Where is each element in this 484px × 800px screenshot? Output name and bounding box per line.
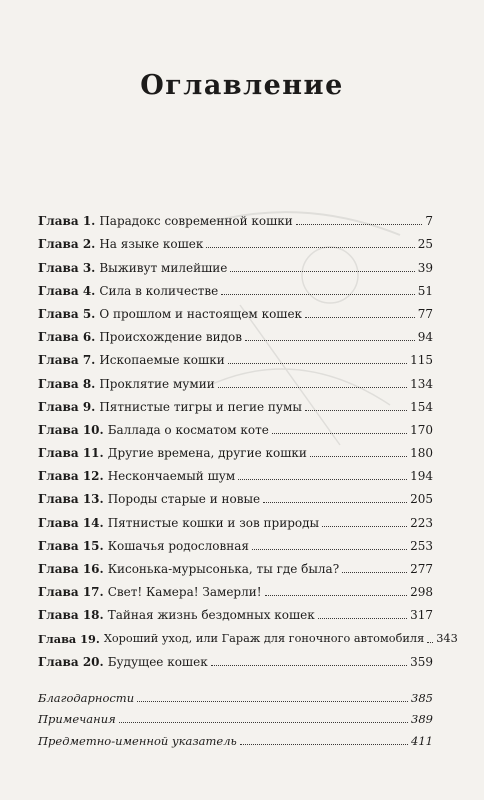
chapter-number: Глава 20.	[38, 654, 104, 669]
leader-dots	[230, 271, 414, 272]
toc-entry-18[interactable]	[38, 599, 433, 622]
page-number: 205	[410, 492, 433, 507]
chapter-title: Ископаемые кошки	[99, 353, 225, 368]
page-number: 134	[410, 376, 433, 391]
chapter-number: Глава 15.	[38, 538, 104, 553]
chapter-title: Баллада о косматом коте	[107, 422, 269, 437]
chapter-number: Глава 19.	[38, 631, 100, 646]
page-number: 411	[411, 733, 433, 748]
toc-entry-14[interactable]	[38, 506, 433, 529]
toc-entry-13[interactable]	[38, 483, 433, 506]
chapter-title: На языке кошек	[99, 237, 204, 252]
leader-dots	[342, 572, 407, 573]
chapter-title: Нескончаемый шум	[107, 469, 236, 484]
chapter-title: Свет! Камера! Замерли!	[107, 585, 262, 600]
toc-entry-6[interactable]	[38, 321, 433, 344]
leader-dots	[296, 224, 423, 225]
page-number: 180	[410, 446, 433, 461]
page-number: 170	[410, 422, 433, 437]
page-number: 223	[410, 515, 433, 530]
chapter-title: Происхождение видов	[99, 330, 242, 345]
page-number: 298	[410, 585, 433, 600]
toc-entry-7[interactable]	[38, 344, 433, 367]
toc-entry-2[interactable]	[38, 228, 433, 251]
page-number: 389	[411, 712, 433, 726]
chapter-number: Глава 4.	[38, 283, 96, 298]
chapter-title: Пятнистые тигры и пегие пумы	[99, 399, 302, 414]
leader-dots	[310, 456, 407, 457]
chapter-title: Кошачья родословная	[107, 538, 249, 553]
toc-entry-notes[interactable]	[38, 705, 433, 727]
leader-dots	[206, 247, 414, 248]
chapter-number: Глава 14.	[38, 515, 104, 530]
leader-dots	[218, 387, 407, 388]
chapter-number: Глава 18.	[38, 608, 104, 623]
leader-dots	[272, 433, 407, 434]
page-number: 51	[417, 283, 433, 298]
leader-dots	[265, 595, 408, 596]
page-number: 253	[410, 538, 433, 553]
chapter-number: Глава 6.	[38, 330, 96, 345]
leader-dots	[221, 294, 414, 295]
chapter-number: Глава 10.	[38, 422, 104, 437]
chapter-number: Глава 8.	[38, 376, 96, 391]
leader-dots	[245, 340, 415, 341]
chapter-title: Сила в количестве	[99, 283, 219, 298]
page-number: 343	[436, 631, 458, 645]
chapter-title: Парадокс современной кошки	[99, 214, 293, 229]
chapter-title: Пятнистые кошки и зов природы	[107, 515, 320, 530]
chapter-title: Кисонька-мурысонька, ты где была?	[107, 562, 340, 576]
chapter-title: Хороший уход, или Гараж для гоночного автомобиля	[103, 631, 425, 645]
leader-dots	[318, 618, 407, 619]
leader-dots	[427, 642, 433, 643]
toc-entry-acknowledgements[interactable]	[38, 683, 433, 705]
toc-entry-17[interactable]	[38, 576, 433, 599]
chapter-title: О прошлом и настоящем кошек	[99, 306, 303, 321]
chapter-title: Тайная жизнь бездомных кошек	[107, 608, 315, 623]
toc-entry-index[interactable]	[38, 726, 433, 748]
toc-entry-3[interactable]	[38, 251, 433, 274]
chapter-number: Глава 12.	[38, 469, 104, 484]
leader-dots	[137, 701, 408, 702]
chapter-number: Глава 3.	[38, 260, 96, 275]
page-number: 317	[410, 608, 433, 623]
chapter-number: Глава 11.	[38, 446, 104, 461]
back-matter-list	[38, 683, 433, 748]
page-number: 385	[411, 690, 433, 705]
chapter-number: Глава 1.	[38, 214, 96, 229]
page-number: 94	[417, 330, 433, 345]
chapter-title: Выживут милейшие	[99, 260, 228, 275]
toc-entry-4[interactable]	[38, 275, 433, 298]
leader-dots	[240, 744, 408, 745]
leader-dots	[263, 502, 407, 503]
leader-dots	[228, 363, 407, 364]
toc-entry-20[interactable]	[38, 646, 433, 669]
page-number: 39	[417, 260, 433, 275]
toc-entry-19[interactable]	[38, 622, 458, 646]
chapter-number: Глава 16.	[38, 562, 104, 576]
toc-entry-10[interactable]	[38, 414, 433, 437]
chapter-title: Породы старые и новые	[107, 492, 261, 507]
toc-entry-8[interactable]	[38, 367, 433, 390]
page-number: 359	[410, 654, 433, 669]
leader-dots	[238, 479, 407, 480]
toc-entry-12[interactable]	[38, 460, 433, 483]
section-title: Примечания	[38, 712, 116, 726]
page-title: Оглавление	[140, 70, 344, 101]
page-number: 277	[410, 562, 433, 576]
page-number: 115	[410, 353, 433, 368]
chapter-number: Глава 13.	[38, 492, 104, 507]
page-number: 7	[425, 214, 433, 229]
page-number: 25	[417, 237, 433, 252]
toc-entry-16[interactable]	[38, 553, 433, 576]
leader-dots	[119, 722, 408, 723]
toc-entry-11[interactable]	[38, 437, 433, 460]
leader-dots	[305, 317, 415, 318]
chapter-title: Будущее кошек	[107, 654, 208, 669]
chapter-number: Глава 7.	[38, 353, 96, 368]
leader-dots	[211, 665, 407, 666]
page-number: 77	[417, 306, 433, 321]
chapter-number: Глава 17.	[38, 585, 104, 600]
leader-dots	[252, 549, 407, 550]
leader-dots	[305, 410, 407, 411]
chapter-number: Глава 5.	[38, 306, 96, 321]
section-title: Предметно-именной указатель	[38, 733, 237, 748]
page-number: 154	[410, 399, 433, 414]
page-number: 194	[410, 469, 433, 484]
toc-entry-5[interactable]	[38, 298, 433, 321]
toc-entry-9[interactable]	[38, 391, 433, 414]
chapter-title: Проклятие мумии	[99, 376, 215, 391]
chapter-number: Глава 2.	[38, 237, 96, 252]
table-of-contents	[38, 205, 458, 669]
toc-entry-1[interactable]	[38, 205, 433, 228]
toc-entry-15[interactable]	[38, 530, 433, 553]
chapter-number: Глава 9.	[38, 399, 96, 414]
section-title: Благодарности	[38, 690, 135, 705]
leader-dots	[322, 526, 407, 527]
chapter-title: Другие времена, другие кошки	[107, 446, 307, 461]
